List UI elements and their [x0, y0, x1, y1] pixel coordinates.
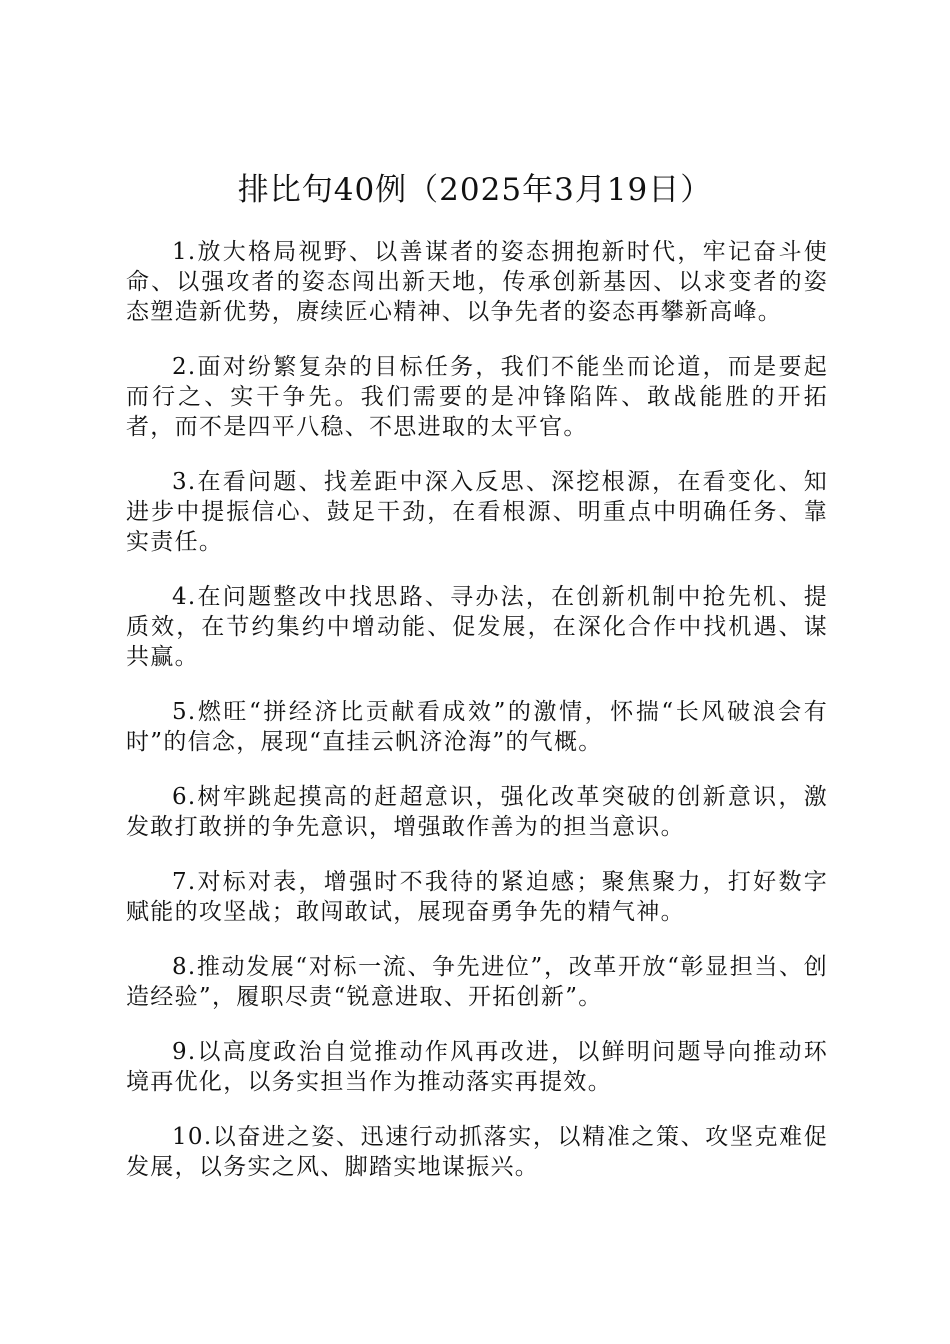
paragraph-6: 6.树牢跳起摸高的赶超意识，强化改革突破的创新意识，激发敢打敢拼的争先意识，增强敢作善为的担当意识。 — [126, 784, 828, 840]
paragraph-10: 10.以奋进之姿、迅速行动抓落实，以精准之策、攻坚克难促发展，以务实之风、脚踏实地谋振兴。 — [126, 1124, 828, 1180]
paragraph-5: 5.燃旺“拼经济比贡献看成效”的激情，怀揣“长风破浪会有时”的信念，展现“直挂云帆济沧海”的气概。 — [126, 699, 828, 755]
paragraph-1: 1.放大格局视野、以善谋者的姿态拥抱新时代，牢记奋斗使命、以强攻者的姿态闯出新天地，传承创新基因、以求变者的姿态塑造新优势，赓续匠心精神、以争先者的姿态再攀新高峰。 — [126, 239, 828, 325]
paragraph-7: 7.对标对表，增强时不我待的紧迫感；聚焦聚力，打好数字赋能的攻坚战；敢闯敢试，展现奋勇争先的精气神。 — [126, 869, 828, 925]
document-title: 排比句40例（2025年3月19日） — [237, 172, 713, 208]
document-body — [126, 237, 828, 1207]
paragraph-8: 8.推动发展“对标一流、争先进位”，改革开放“彰显担当、创造经验”，履职尽责“锐意进取、开拓创新”。 — [126, 954, 828, 1010]
paragraph-9: 9.以高度政治自觉推动作风再改进，以鲜明问题导向推动环境再优化，以务实担当作为推动落实再提效。 — [126, 1039, 828, 1095]
paragraph-3: 3.在看问题、找差距中深入反思、深挖根源，在看变化、知进步中提振信心、鼓足干劲，在看根源、明重点中明确任务、靠实责任。 — [126, 469, 828, 555]
paragraph-2: 2.面对纷繁复杂的目标任务，我们不能坐而论道，而是要起而行之、实干争先。我们需要的是冲锋陷阵、敢战能胜的开拓者，而不是四平八稳、不思进取的太平官。 — [126, 354, 828, 440]
paragraph-4: 4.在问题整改中找思路、寻办法，在创新机制中抢先机、提质效，在节约集约中增动能、促发展，在深化合作中找机遇、谋共赢。 — [126, 584, 828, 670]
